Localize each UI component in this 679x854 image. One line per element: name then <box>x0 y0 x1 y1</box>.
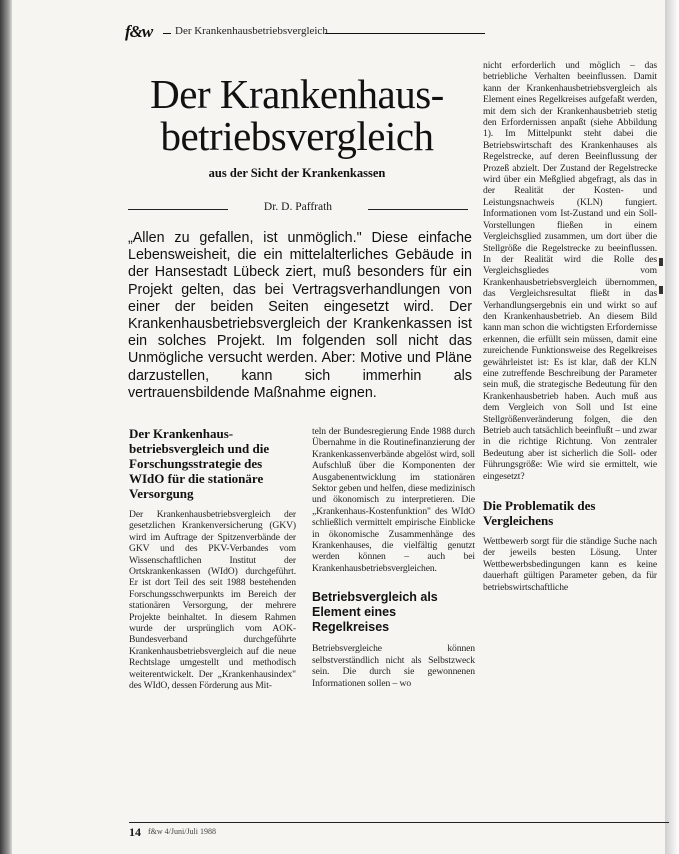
section-title: Der Krankenhausbetriebsvergleich <box>175 25 328 37</box>
book-spine-shadow <box>0 0 12 854</box>
right-column-text-2: Wettbewerb sorgt für die ständige Suche nach der jeweils besten Lösung. Unter Wettbewerbsbedingungen kann es keine dauerhaft gültigen Parameter geben, da für betriebswirtschaftliche <box>483 536 657 593</box>
running-header <box>125 24 665 40</box>
binding-mark <box>659 286 663 294</box>
section-heading-regelkreis: Betriebsvergleich als Element eines Regelkreises <box>312 590 438 635</box>
title-line-1: Der Krankenhaus- <box>150 71 444 117</box>
middle-column <box>312 426 475 689</box>
footer-source: f&w 4/Juni/Juli 1988 <box>148 827 217 836</box>
right-column <box>483 60 657 593</box>
left-column <box>129 426 296 692</box>
page-edge <box>665 0 679 854</box>
right-column-text: nicht erforderlich und möglich – das betriebliche Verhalten beeinflussen. Damit kann der Krankenhausbetriebsvergleich als Element eines Regelkreises aufgefaßt werden, mit dem sich der Krankenhausbetrieb stetig den Erfordernissen anpaßt (siehe Abbildung 1). Im Mittelpunkt steht dabei die Betriebswirtschaft des Krankenhauses als Regelstrecke, auf deren Beeinflussung der Prozeß abzielt. Der Zustand der Regelstrecke wird über ein Meßglied abgefragt, als das in der Realität der Kosten- und Leistungsnachweis (KLN) fungiert. Informationen vom Ist-Zustand und ein Soll-Vorstellungen fließen in einem Vergleichsglied zusammen, um dort über die Stellgröße die Regelstrecke zu beeinflussen. In der Realität wird die Rolle des Vergleichsgliedes vom Krankenhausbetriebsvergleich übernommen, das Vergleichsresultat fließt in das Verhandlungsergebnis ein und wirkt so auf den Krankenhausbetrieb. An diesem Bild kann man schon die wichtigsten Erfordernisse erkennen, die erfüllt sein müssen, damit eine zureichende Funktionsweise des Regelkreises gewährleistet ist: Es ist klar, daß der KLN eine zutreffende Beschreibung der Parameter sein muß, die strategische Bedeutung für den Krankenhausbetrieb haben. Auch muß aus dem Vergleich von Soll und Ist eine Stellgrößenveränderung folgen, die den Betrieb auch tatsächlich beeinflußt – und zwar in die richtige Richtung. Von zentraler Bedeutung aber ist sicherlich die Soll- oder Führungsgröße: Wie wird sie ermittelt, wie eingesetzt? <box>483 60 657 482</box>
byline-rule-right <box>368 209 468 210</box>
section-heading-problematik: Die Problematik des Vergleichens <box>483 498 596 529</box>
lead-paragraph: „Allen zu gefallen, ist unmöglich." Diese einfache Lebensweisheit, die ein mittelalterliches Gebäude in der Hansestadt Lübeck ziert, muß besonders für ein Projekt gelten, das bei Vertragsverhandlungen von einer der beiden Seiten eingesetzt wird. Der Krankenhausbetriebsvergleich der Krankenkassen ist ein solches Projekt. Im folgenden soll nicht das Unmögliche versucht werden. Aber: Motive und Pläne darzustellen, kann sich immerhin als vertrauensbildende Maßnahme eignen. <box>128 230 472 401</box>
middle-column-text: teln der Bundesregierung Ende 1988 durch Übernahme in die Routinefinanzierung der Krankenkassenverbände abgelöst wird, soll Aufschluß über die Komponenten der Ausgabenentwicklung im stationären Sektor geben und helfen, diese medizinisch und ökonomisch zu interpretieren. Die „Krankenhaus-Kostenfunktion" des WIdO schließlich vermittelt empirische Einblicke in ökonomische Zusammenhänge des Krankenhauses, die vielfältig genutzt werden können – auch bei Krankenhausbetriebsvergleichen. <box>312 426 475 574</box>
article-title <box>112 73 482 157</box>
author-byline: Dr. D. Paffrath <box>263 201 333 213</box>
header-rule <box>163 33 171 34</box>
footer-rule <box>129 822 669 823</box>
section-heading-forschungsstrategie: Der Krankenhaus-betriebsvergleich und die Forschungsstrategie des WIdO für die stationäre Versorgung <box>129 426 270 501</box>
binding-mark <box>659 258 663 266</box>
page-number: 14 <box>129 825 141 839</box>
title-line-2: betriebsvergleich <box>160 113 434 159</box>
journal-logo: f&w <box>125 22 153 41</box>
header-rule-right <box>325 33 485 34</box>
byline-block <box>128 201 468 215</box>
article-subtitle: aus der Sicht der Krankenkassen <box>208 166 386 180</box>
left-column-text: Der Krankenhausbetriebsvergleich der gesetzlichen Krankenversicherung (GKV) wird im Auftrage der Spitzenverbände der GKV und des PKV-Verbandes vom Wissenschaftlichen Institut der Ortskrankenkassen (WIdO) durchgeführt. Er ist dort Teil des seit 1988 bestehenden Forschungsschwerpunkts im Bereich der stationären Versorgung, der mehrere Projekte beinhaltet. In diesem Rahmen wurde der ursprünglich vom AOK-Bundesverband durchgeführte Krankenhausbetriebsvergleich auf die neue Rechtslage umgestellt und methodisch weiterentwickelt. Der „Krankenhausindex" des WIdO, dessen Förderung aus Mit- <box>129 509 296 692</box>
middle-column-text-2: Betriebsvergleiche können selbstverständlich nicht als Selbstzweck sein. Die durch sie gewonnenen Informationen sollen – wo <box>312 643 475 689</box>
